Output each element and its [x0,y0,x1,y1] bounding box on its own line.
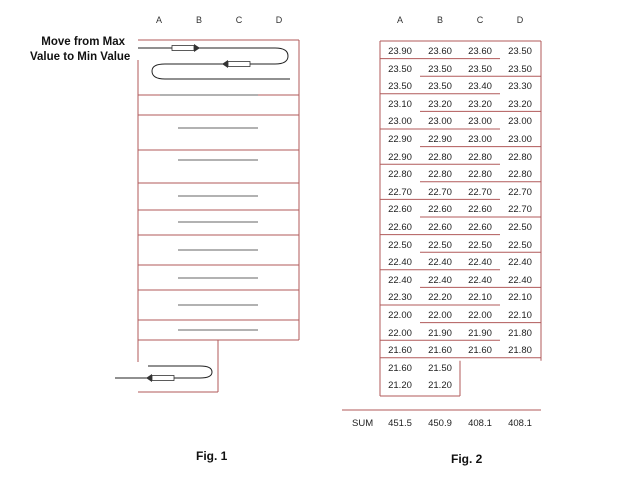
fig2-cell: 23.20 [468,98,492,110]
fig2-cell: 23.60 [468,46,492,57]
move-annotation-line-1: Move from Max [41,36,125,48]
fig2-cell: 23.00 [388,116,412,128]
fig2-cell: 22.40 [468,257,492,269]
fig2-cell: 23.50 [508,63,532,75]
fig2-cell: 23.50 [508,46,532,57]
fig2-cell: 23.10 [388,98,412,110]
fig2-col-d-header: D [516,15,524,25]
fig2-cell: 23.50 [388,81,412,93]
fig2-cell: 23.50 [388,63,412,75]
fig2-cell: 22.10 [468,292,492,304]
fig2-cell: 22.80 [508,151,532,163]
fig2-cell: 21.80 [508,327,532,339]
fig2-cell: 21.60 [428,345,452,357]
fig2-cell: 21.20 [428,380,452,392]
fig2-cell: 23.90 [388,46,412,57]
fig2-cell: 22.00 [428,310,452,321]
fig2-cell: 23.00 [468,134,492,145]
fig2-cell: 22.70 [468,186,492,198]
fig2-cell: 22.40 [388,257,412,269]
fig2-cell: 21.90 [468,327,492,339]
fig1-col-c-header: C [235,15,243,25]
sum-col-b: 450.9 [428,418,452,429]
fig2-cell: 22.90 [428,134,452,145]
fig2-cell: 22.20 [428,292,452,304]
fig2-cell: 22.60 [428,204,452,216]
fig2-col-b-header: B [436,15,444,25]
fig2-cell: 22.80 [428,169,452,181]
fig2-cell: 21.60 [468,345,492,357]
fig2-cell: 22.80 [468,151,492,163]
fig2-cell: 22.70 [388,186,412,198]
fig2-cell: 21.90 [428,327,452,339]
fig2-cell: 21.80 [508,345,532,357]
fig2-cell: 22.80 [468,169,492,181]
fig2-cell: 23.00 [428,116,452,128]
fig2-cell: 22.80 [428,151,452,163]
fig2-cell: 22.50 [388,239,412,251]
fig2-cell: 23.20 [508,98,532,110]
fig2-cell: 23.20 [428,98,452,110]
fig2-cell: 22.90 [388,151,412,163]
fig2-cell: 23.50 [468,63,492,75]
move-annotation-line-2: Value to Min Value [30,51,131,63]
fig2-cell: 22.50 [508,239,532,251]
fig1-col-d-header: D [275,15,283,25]
fig2-cell: 22.80 [508,169,532,181]
fig2-cell: 21.60 [388,362,412,374]
fig2-cell: 22.60 [428,222,452,233]
fig1-col-a-header: A [155,15,163,25]
fig2-cell: 22.60 [388,204,412,216]
fig2-cell: 22.50 [428,239,452,251]
fig2-cell: 22.40 [388,274,412,286]
fig2-cell: 22.60 [468,222,492,233]
fig2-cell: 22.40 [468,274,492,286]
fig2-cell: 22.40 [428,274,452,286]
fig2-cell: 22.30 [388,292,412,304]
fig2-cell: 23.60 [428,46,452,57]
fig2-cell: 22.10 [508,292,532,304]
fig1-col-b-header: B [195,15,203,25]
fig2-cell: 23.30 [508,81,532,93]
fig2-cell: 21.60 [388,345,412,357]
fig2-cell: 22.40 [428,257,452,269]
fig2-cell: 21.20 [388,380,412,392]
fig2-cell: 23.50 [428,63,452,75]
fig2-cell: 22.10 [508,310,532,321]
fig2-cell: 22.00 [388,327,412,339]
sum-col-a: 451.5 [388,418,412,429]
sum-col-d: 408.1 [508,418,532,429]
fig2-cell: 22.50 [508,222,532,233]
fig2-cell: 22.90 [388,134,412,145]
fig2-cell: 22.40 [508,257,532,269]
fig2-cell: 22.70 [508,186,532,198]
fig2-cell: 22.40 [508,274,532,286]
fig2-cell: 23.50 [428,81,452,93]
fig2-cell: 22.70 [428,186,452,198]
fig2-cell: 22.80 [388,169,412,181]
fig2-cell: 22.00 [468,310,492,321]
fig2-col-a-header: A [396,15,404,25]
fig2-cell: 22.70 [508,204,532,216]
fig2-cell: 23.00 [508,116,532,128]
sum-label: SUM [352,418,374,429]
fig1-caption: Fig. 1 [196,449,228,463]
fig2-cell: 23.00 [468,116,492,128]
fig2-cell: 22.50 [468,239,492,251]
fig2-cell: 22.60 [468,204,492,216]
fig2-cell: 23.00 [508,134,532,145]
fig2-cell: 22.60 [388,222,412,233]
fig2-cell: 22.00 [388,310,412,321]
fig2-caption: Fig. 2 [451,452,483,466]
fig2-cell: 23.40 [468,81,492,93]
fig2-cell: 21.50 [428,362,452,374]
fig2-col-c-header: C [476,15,484,25]
sum-col-c: 408.1 [468,418,492,429]
